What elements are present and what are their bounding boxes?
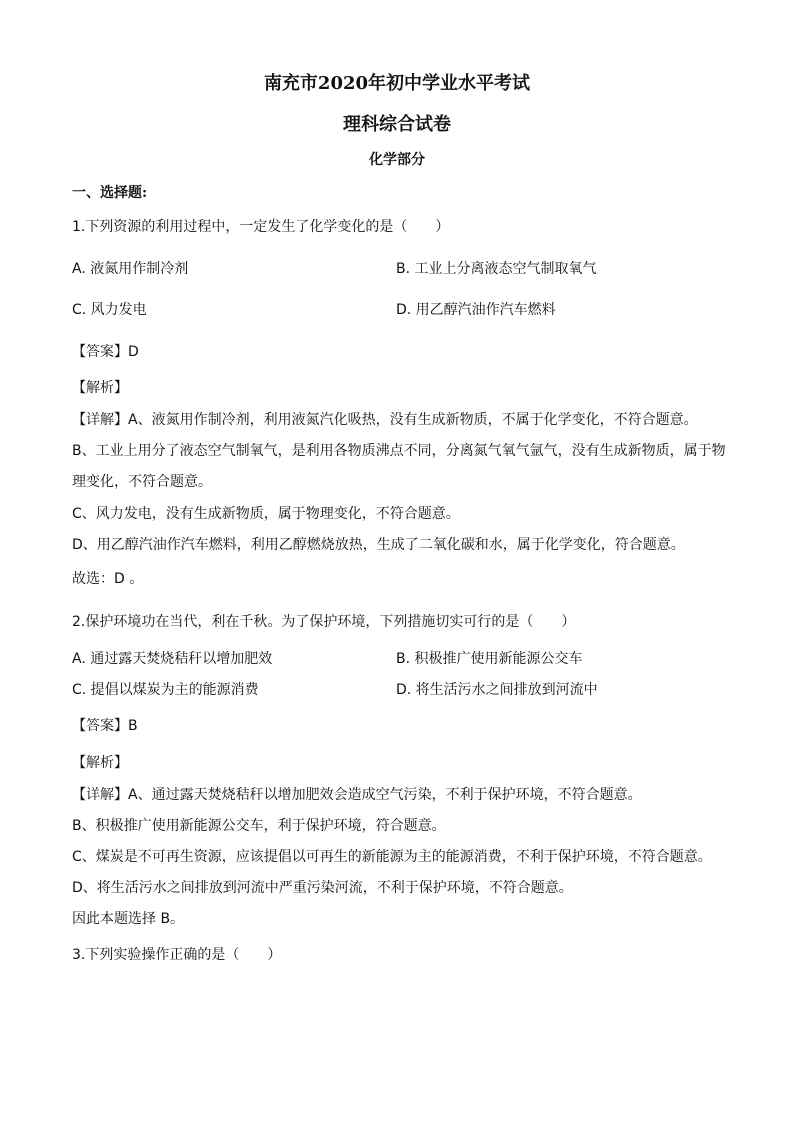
question-2-conclusion: 因此本题选择 B。 xyxy=(72,911,185,927)
exam-part: 化学部分 xyxy=(369,152,425,168)
question-2-option-c: C. 提倡以煤炭为主的能源消费 xyxy=(72,682,259,698)
exam-title: 南充市2020年初中学业水平考试 xyxy=(263,73,531,94)
question-1-option-b: B. 工业上分离液态空气制取氧气 xyxy=(396,261,597,277)
question-2-analysis-label: 【解析】 xyxy=(72,755,128,771)
question-2-option-b: B. 积极推广使用新能源公交车 xyxy=(396,651,583,667)
question-1-detail-line: D、用乙醇汽油作汽车燃料，利用乙醇燃烧放热，生成了二氧化碳和水，属于化学变化，符合题意。 xyxy=(72,537,685,553)
question-2-option-d: D. 将生活污水之间排放到河流中 xyxy=(396,682,598,698)
section-heading: 一、选择题: xyxy=(72,185,148,201)
question-1-stem: 1.下列资源的利用过程中，一定发生了化学变化的是（ ） xyxy=(72,219,450,235)
question-1-option-a: A. 液氮用作制冷剂 xyxy=(72,261,189,277)
question-2-option-a: A. 通过露天焚烧秸秆以增加肥效 xyxy=(72,651,273,667)
question-2-answer: 【答案】B xyxy=(72,718,138,734)
exam-subtitle: 理科综合试卷 xyxy=(343,114,451,135)
question-1-answer: 【答案】D xyxy=(72,344,139,360)
question-1-detail-line: B、工业上用分了液态空气制氧气，是利用各物质沸点不同，分离氮气氧气氩气，没有生成新物质，属于物 xyxy=(72,443,726,459)
question-3-stem: 3.下列实验操作正确的是（ ） xyxy=(72,947,282,963)
question-2-detail-line: 【详解】A、通过露天焚烧秸秆以增加肥效会造成空气污染，不利于保护环境，不符合题意。 xyxy=(72,787,642,803)
question-1-conclusion: 故选：D 。 xyxy=(72,571,144,587)
question-2-detail-line: C、煤炭是不可再生资源，应该提倡以可再生的新能源为主的能源消费，不利于保护环境，不符合题意。 xyxy=(72,849,712,865)
question-1-detail-line: C、风力发电，没有生成新物质，属于物理变化，不符合题意。 xyxy=(72,506,460,522)
question-1-detail-line: 理变化，不符合题意。 xyxy=(72,474,212,490)
question-1-option-c: C. 风力发电 xyxy=(72,302,147,318)
question-1-analysis-label: 【解析】 xyxy=(72,380,128,396)
question-2-stem: 2.保护环境功在当代，利在千秋。为了保护环境，下列措施切实可行的是（ ） xyxy=(72,614,576,630)
question-2-detail-line: D、将生活污水之间排放到河流中严重污染河流，不利于保护环境，不符合题意。 xyxy=(72,880,573,896)
question-1-option-d: D. 用乙醇汽油作汽车燃料 xyxy=(396,302,556,318)
question-1-detail-line: 【详解】A、液氮用作制冷剂，利用液氮汽化吸热，没有生成新物质，不属于化学变化，不符合题意。 xyxy=(72,412,698,428)
question-2-detail-line: B、积极推广使用新能源公交车，利于保护环境，符合题意。 xyxy=(72,818,446,834)
